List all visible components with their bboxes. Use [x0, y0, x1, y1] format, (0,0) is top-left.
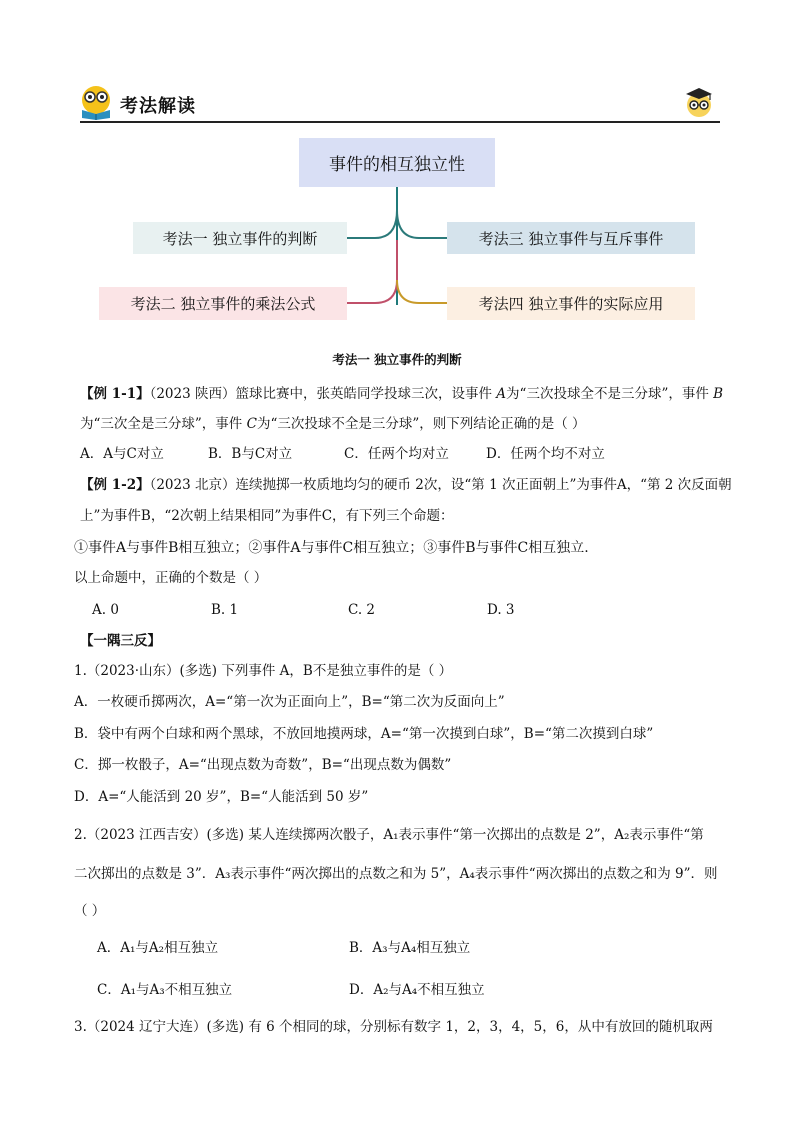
option-b: B．A₃与A₄相互独立	[349, 940, 471, 956]
example-1-2-text: （2023 北京）连续抛掷一枚质地均匀的硬币 2次，设“第 1 次正面朝上”为事件A，“第 2 次反面朝	[149, 477, 732, 493]
option-c: C．任两个均对立	[344, 446, 449, 462]
section-title: 考法一 独立事件的判断	[332, 352, 462, 367]
example-1-2-line2: 上”为事件B，“2次朝上结果相同”为事件C，有下列三个命题：	[80, 508, 454, 524]
example-1-2-line1	[80, 475, 732, 495]
example-1-1-text-c: 为“三次全是三分球”，事件	[80, 416, 247, 432]
question-2-line1: 2.（2023 江西吉安）(多选) 某人连续掷两次骰子，A₁表示事件“第一次掷出的点数是 2”，A₂表示事件“第	[74, 827, 704, 843]
option-a: A. 0	[92, 602, 119, 618]
option-a: A．一枚硬币掷两次，A=“第一次为正面向上”，B=“第二次为反面向上”	[74, 694, 505, 710]
option-d: D．A₂与A₄不相互独立	[349, 982, 485, 998]
question-2-line3: （ ）	[74, 903, 106, 919]
mindmap-node-method3: 考法三 独立事件与互斥事件	[447, 222, 695, 254]
example-1-1-text-a: （2023 陕西）篮球比赛中，张英皓同学投球三次，设事件	[149, 386, 497, 402]
mindmap-node-method4: 考法四 独立事件的实际应用	[447, 287, 695, 320]
option-d: D．A=“人能活到 20 岁”，B=“人能活到 50 岁”	[74, 789, 369, 805]
mindmap-node-method2: 考法二 独立事件的乘法公式	[99, 287, 347, 320]
mindmap-center-node: 事件的相互独立性	[299, 138, 495, 187]
example-1-1-text-d: 为“三次投球不全是三分球”，则下列结论正确的是（ ）	[256, 416, 586, 432]
var-a: A	[496, 386, 507, 402]
option-c: C．掷一枚骰子，A=“出现点数为奇数”，B=“出现点数为偶数”	[74, 757, 452, 773]
example-1-2-line4: 以上命题中，正确的个数是（ ）	[74, 570, 268, 586]
example-1-1-text-b: 为“三次投球全不是三分球”，事件	[506, 386, 714, 402]
question-2-line2: 二次掷出的点数是 3”．A₃表示事件“两次掷出的点数之和为 5”，A₄表示事件“两次掷出的点数之和为 9”．则	[74, 866, 718, 882]
example-1-1-line1	[80, 384, 723, 404]
page-section-heading: 考法解读	[120, 96, 196, 117]
option-b: B．袋中有两个白球和两个黑球，不放回地摸两球，A=“第一次摸到白球”，B=“第二次摸到白球”	[74, 726, 654, 742]
option-b: B．B与C对立	[208, 446, 293, 462]
option-c: C．A₁与A₃不相互独立	[97, 982, 233, 998]
example-1-2-line3: ①事件A与事件B相互独立；②事件A与事件C相互独立；③事件B与事件C相互独立.	[74, 540, 589, 556]
var-b: B	[713, 386, 724, 402]
example-1-1-line2	[80, 414, 586, 434]
option-d: D．任两个均不对立	[486, 446, 605, 462]
var-c: C	[246, 416, 257, 432]
example-1-2-tag: 【例 1-2】	[80, 477, 150, 493]
option-d: D. 3	[487, 602, 515, 618]
option-a: A．A₁与A₂相互独立	[97, 940, 219, 956]
practice-heading: 【一隅三反】	[80, 633, 161, 649]
example-1-1-tag: 【例 1-1】	[80, 386, 150, 402]
question-1-stem: 1.（2023·山东）(多选) 下列事件 A，B不是独立事件的是（ ）	[74, 663, 453, 679]
option-b: B. 1	[211, 602, 239, 618]
mindmap-node-method1: 考法一 独立事件的判断	[133, 222, 347, 254]
option-a: A．A与C对立	[80, 446, 164, 462]
question-3-line1: 3.（2024 辽宁大连）(多选) 有 6 个相同的球，分别标有数字 1，2，3，4，5，6，从中有放回的随机取两	[74, 1019, 713, 1035]
option-c: C. 2	[348, 602, 376, 618]
